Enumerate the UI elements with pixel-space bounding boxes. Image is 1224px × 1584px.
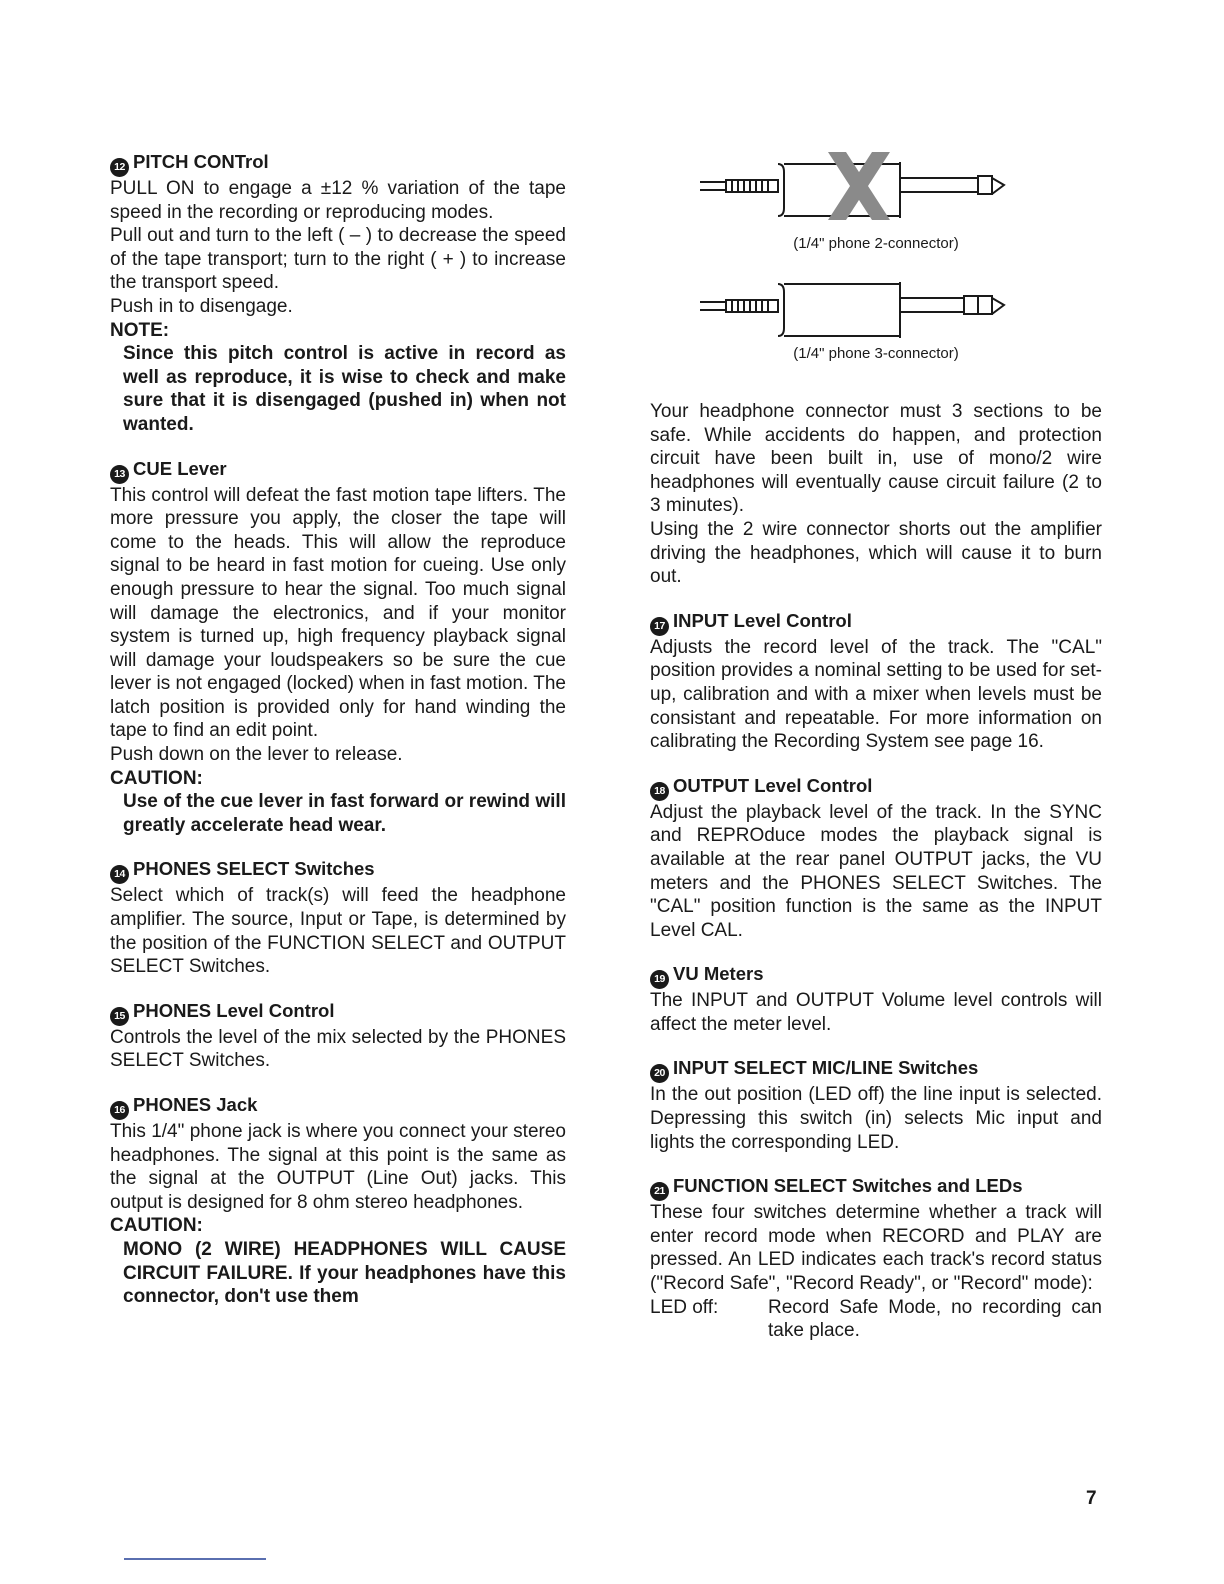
item-number-badge: 21 [650, 1182, 669, 1201]
section-title: INPUT SELECT MIC/LINE Switches [673, 1057, 979, 1079]
item-number-badge: 12 [110, 158, 129, 177]
phone-plug-2-connector-illustration [700, 150, 1040, 230]
two-connector-figure [650, 150, 1102, 280]
item-number-badge: 16 [110, 1101, 129, 1120]
paragraph: Adjust the playback level of the track. In the SYNC and REPROduce modes the playback signal is available at the rear panel OUTPUT jacks, the VU meters and the PHONES SELECT Switches. The "CAL" position function is the same as the INPUT Level CAL. [650, 801, 1102, 941]
function-select-section [650, 1174, 1102, 1343]
paragraph: Select which of track(s) will feed the headphone amplifier. The source, Input or Tape, is determined by the position of the FUNCTION SELECT and OUTPUT SELECT Switches. [110, 885, 566, 978]
item-number-badge: 13 [110, 465, 129, 484]
section-heading [110, 999, 566, 1026]
section-heading [110, 1093, 566, 1120]
item-number-badge: 18 [650, 782, 669, 801]
paragraph: This 1/4" phone jack is where you connect your stereo headphones. The signal at this point is the same as the signal at the OUTPUT (Line Out) jacks. This output is designed for 8 ohm stereo headphones. [110, 1121, 566, 1213]
paragraph: Push in to disengage. [110, 295, 293, 317]
caution-label: CAUTION: [110, 767, 203, 789]
paragraph: Using the 2 wire connector shorts out the amplifier driving the headphones, which will cause it to burn out. [650, 518, 1102, 588]
paragraph: PULL ON to engage a ±12 % variation of the tape speed in the recording or reproducing modes. [110, 178, 566, 223]
item-number-badge: 15 [110, 1007, 129, 1026]
item-number-badge: 14 [110, 865, 129, 884]
section-title: PHONES SELECT Switches [133, 858, 375, 880]
section-heading [650, 1174, 1102, 1201]
paragraph: Controls the level of the mix selected by the PHONES SELECT Switches. [110, 1026, 566, 1072]
paragraph: Pull out and turn to the left ( – ) to decrease the speed of the tape transport; turn to the right ( + ) to increase the transport speed. [110, 225, 566, 294]
pitch-control-section [110, 150, 566, 437]
figure-caption: (1/4" phone 3-connector) [793, 345, 959, 362]
section-title: PHONES Level Control [133, 999, 335, 1021]
page-number: 7 [1086, 1488, 1097, 1509]
paragraph: This control will defeat the fast motion tape lifters. The more pressure you apply, the closer the tape will come to the heads. This will allow the reproduce signal to be heard in fast motion for cueing. Use only enough pressure to hear the signal. Too much signal will damage the electronics, and if your monitor system is turned up, high frequency playback signal will damage your loudspeakers so be sure the cue lever is not engaged (locked) when in fast motion. The latch position is provided only for hand winding the tape to find an edit point. [110, 484, 566, 742]
section-title: PITCH CONTrol [133, 151, 269, 172]
caution-text: MONO (2 WIRE) HEADPHONES WILL CAUSE CIRCUIT FAILURE. If your headphones have this connector, don't use them [123, 1238, 566, 1308]
phones-jack-section [110, 1093, 566, 1309]
output-level-section [650, 774, 1102, 943]
section-title: INPUT Level Control [673, 609, 852, 631]
right-column [650, 150, 1102, 1363]
section-heading [110, 857, 566, 884]
caution-label: CAUTION: [110, 1215, 203, 1237]
input-level-section [650, 609, 1102, 754]
three-connector-figure [650, 280, 1102, 400]
paragraph: In the out position (LED off) the line input is selected. Depressing this switch (in) selects Mic input and lights the corresponding LED. [650, 1084, 1102, 1153]
section-title: VU Meters [673, 963, 764, 985]
section-heading [650, 609, 1102, 636]
item-number-badge: 20 [650, 1064, 669, 1083]
x-mark-icon [828, 152, 890, 220]
phones-level-section [110, 999, 566, 1073]
item-number-badge: 19 [650, 970, 669, 989]
paragraph: Push down on the lever to release. [110, 744, 403, 766]
section-heading [110, 457, 566, 484]
item-number-badge: 17 [650, 617, 669, 636]
section-heading [650, 1056, 1102, 1083]
phones-select-section [110, 857, 566, 978]
input-select-section [650, 1056, 1102, 1154]
led-state-label: LED off: [650, 1296, 719, 1318]
vu-meters-section [650, 962, 1102, 1036]
figure-caption: (1/4" phone 2-connector) [793, 235, 959, 252]
paragraph: Adjusts the record level of the track. The "CAL" position provides a nominal setting to be used for set-up, calibration and with a mixer when levels must be consistant and repeatable. For more information on calibrating the Recording System see page 16. [650, 636, 1102, 753]
headphone-warning-section [650, 400, 1102, 589]
footer-rule [124, 1558, 266, 1560]
left-column [110, 150, 566, 1329]
paragraph: Your headphone connector must 3 sections to be safe. While accidents do happen, and protection circuit have been built in, use of mono/2 wire headphones will eventually cause circuit failure (2 to 3 minutes). [650, 401, 1102, 517]
note-text: Since this pitch control is active in record as well as reproduce, it is wise to check and make sure that it is disengaged (pushed in) when not wanted. [123, 343, 566, 435]
section-title: PHONES Jack [133, 1094, 258, 1115]
section-title: FUNCTION SELECT Switches and LEDs [673, 1175, 1023, 1197]
paragraph: These four switches determine whether a track will enter record mode when RECORD and PLAY are pressed. An LED indicates each track's record status ("Record Safe", "Record Ready", or "Record" mode): [650, 1202, 1102, 1295]
section-heading [110, 150, 566, 177]
caution-text: Use of the cue lever in fast forward or rewind will greatly accelerate head wear. [123, 791, 566, 836]
section-heading [650, 962, 1102, 989]
section-title: CUE Lever [133, 457, 227, 479]
section-heading [650, 774, 1102, 801]
phone-plug-3-connector-illustration [700, 280, 1040, 340]
led-state-description: Record Safe Mode, no recording can take place. [768, 1296, 1102, 1342]
led-definition-row [650, 1296, 1102, 1343]
cue-lever-section [110, 457, 566, 838]
note-label: NOTE: [110, 319, 170, 341]
paragraph: The INPUT and OUTPUT Volume level controls will affect the meter level. [650, 990, 1102, 1035]
section-title: OUTPUT Level Control [673, 774, 873, 796]
